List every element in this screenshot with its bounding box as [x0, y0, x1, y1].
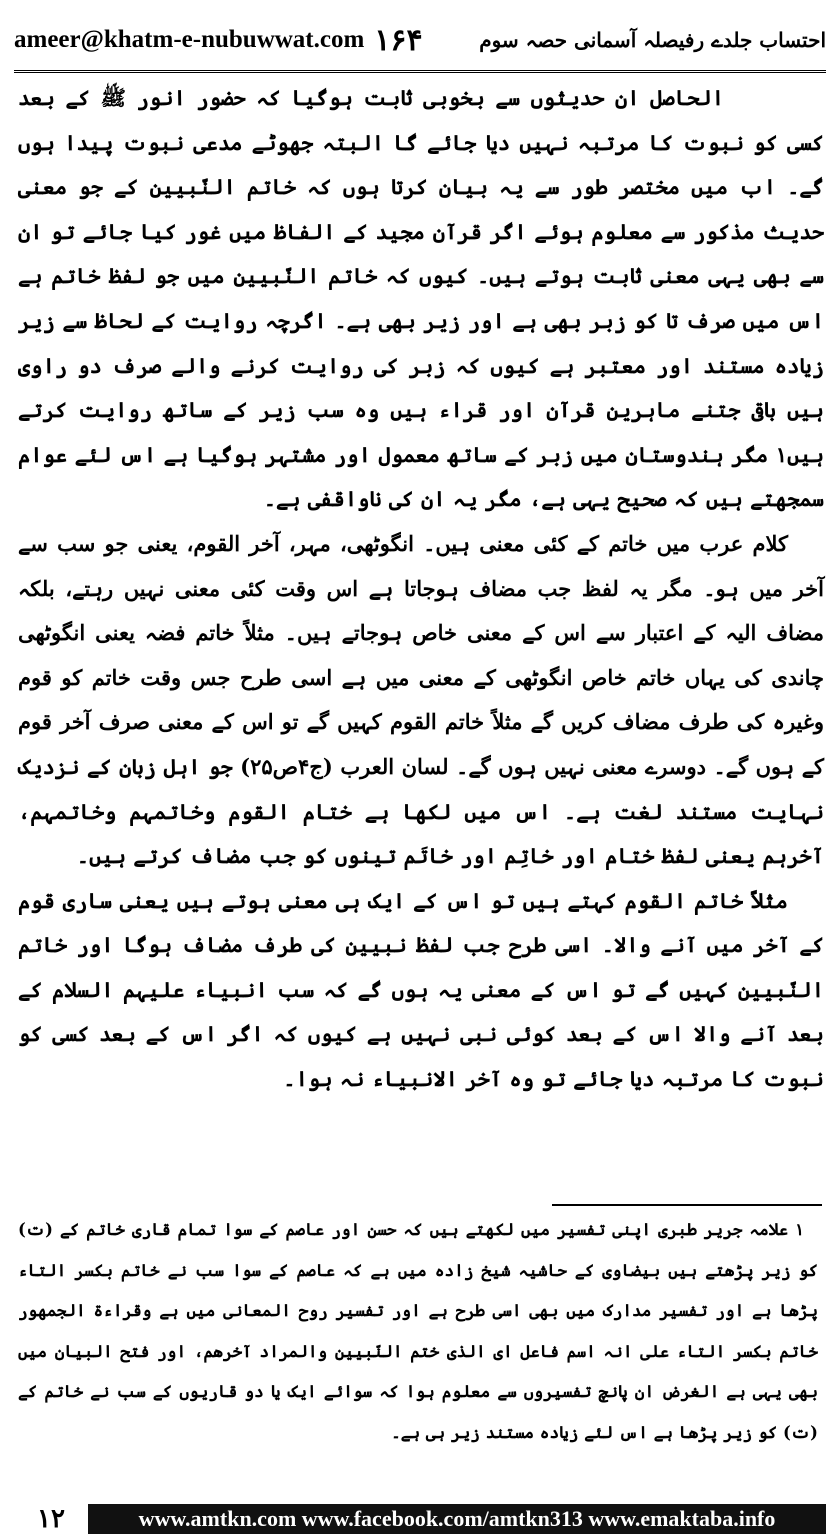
header-rule [14, 70, 826, 73]
footnote-divider [552, 1204, 822, 1206]
body-paragraph: الحاصل ان حدیثوں سے بخوبی ثابت ہوگیا کہ حضور انور ﷺ کے بعد کسی کو نبوت کا مرتبہ نہیں دیا جائے گا البتہ جھوٹے مدعی نبوت پیدا ہوں گے۔ اب میں مختصر طور سے یہ بیان کرتا ہوں کہ خاتم النّبیین کے جو معنی حدیث مذکور سے معلوم ہوئے اگر قرآن مجید کے الفاظ میں غور کیا جائے تو ان سے بھی یہی معنی ثابت ہوتے ہیں۔ کیوں کہ خاتم النّبیین میں جو لفظ خاتم ہے اس میں صرف تا کو زبر بھی ہے اور زیر بھی ہے۔ اگرچہ روایت کے لحاظ سے زیر زیادہ مستند اور معتبر ہے کیوں کہ زبر کی روایت کرنے والے صرف دو راوی ہیں باقی جتنے ماہرین قرآن اور قراء ہیں وہ سب زیر کے ساتھ روایت کرتے ہیں۱ مگر ہندوستان میں زبر کے ساتھ معمول اور مشتہر ہوگیا ہے اس لئے عوام سمجھتے ہیں کہ صحیح یہی ہے، مگر یہ ان کی ناواقفی ہے۔ [18, 85, 824, 512]
footer-links: www.amtkn.com www.facebook.com/amtkn313 www.emaktaba.info [88, 1504, 826, 1534]
footnote-text: ۱ علامہ جریر طبری اپنی تفسیر میں لکھتے ہیں کہ حسن اور عاصم کے سوا تمام قاری خاتم کے (ت) کو زیر پڑھتے ہیں بیضاوی کے حاشیہ شیخ زادہ میں ہے کہ عاصم کے سوا سب نے خاتم بکسر التاء پڑھا ہے اور تفسیر مدارک میں بھی اسی طرح ہے اور تفسیر روح المعانی میں ہے وقراءۃ الجمھور خاتم بکسر التاء علی انہ اسم فاعل ای الذی ختم النّبیین والمراد آخرھم، اور فتح البیان میں بھی یہی ہے الغرض ان پانچ تفسیروں سے معلوم ہوا کہ سوائے ایک یا دو قاریوں کے سب نے خاتم کے (ت) کو زیر پڑھا ہے اس لئے زیادہ مستند زیر ہی ہے۔ [18, 1220, 818, 1442]
header-left [14, 23, 423, 58]
page-header [14, 14, 826, 66]
footnotes [18, 1210, 818, 1510]
main-text [18, 76, 824, 1196]
header-email: ameer@khatm-e-nubuwwat.com [14, 26, 365, 53]
body-paragraph: کلام عرب میں خاتم کے کئی معنی ہیں۔ انگوٹھی، مہر، آخر القوم، یعنی جو سب سے آخر میں ہو۔ مگر یہ لفظ جب مضاف ہوجاتا ہے اس وقت کئی معنی نہیں رہتے، بلکہ مضاف الیہ کے اعتبار سے اس کے معنی خاص ہوجاتے ہیں۔ مثلاً خاتم فضہ یعنی انگوٹھی چاندی کی یہاں خاتم خاص انگوٹھی کے معنی میں ہے اسی طرح جس وقت خاتم کو قوم وغیرہ کی طرف مضاف کریں گے مثلاً خاتم القوم کہیں گے تو اس کے معنی صرف آخر قوم کے ہوں گے۔ دوسرے معنی نہیں ہوں گے۔ لسان العرب (ج۴ص۲۵) جو اہل زبان کے نزدیک نہایت مستند لغت ہے۔ اس میں لکھا ہے ختام القوم وخاتمہم وخاتمہم، آخرہم یعنی لفظ ختام اور خاتِم اور خاتَم تینوں کو جب مضاف کرتے ہیں۔ [18, 530, 824, 869]
body-paragraph: مثلاً خاتم القوم کہتے ہیں تو اس کے ایک ہی معنی ہوتے ہیں یعنی ساری قوم کے آخر میں آنے والا۔ اسی طرح جب لفظ نبیین کی طرف مضاف ہوگا اور خاتم النّبیین کہیں گے تو اس کے معنی یہ ہوں گے کہ سب انبیاء علیہم السلام کے بعد آنے والا اس کے بعد کوئی نبی نہیں ہے کیوں کہ اگر اس کے بعد کسی کو نبوت کا مرتبہ دیا جائے تو وہ آخر الانبیاء نہ ہوا۔ [18, 887, 824, 1092]
book-title: احتساب جلدے رفیصلہ آسمانی حصہ سوم [479, 28, 826, 52]
page-number: ۱۶۴ [374, 22, 423, 58]
footer-page-index: ۱۲ [37, 1504, 65, 1534]
page-footer [14, 1504, 826, 1534]
